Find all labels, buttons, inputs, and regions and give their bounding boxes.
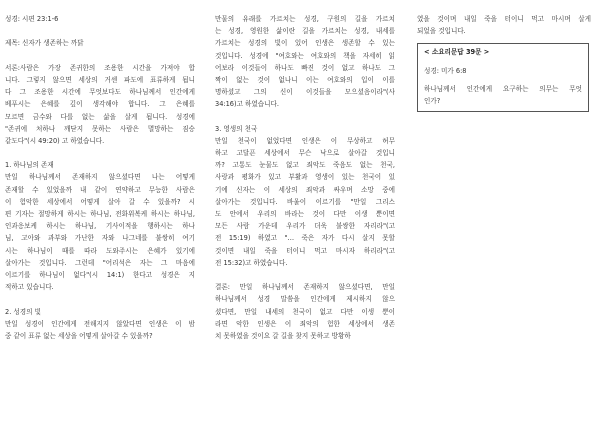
catechism-title: < 소요리문답 39문 > <box>424 48 490 57</box>
text-line: 만일 하나님께서 존재하지 않으셨다면 나는 어떻게 <box>5 173 195 182</box>
text-line: 편 기자는 절망하게 하시는 하나님, 전화위복케 하시는 하나님, <box>5 210 195 219</box>
text-line: 짝이 없는 것이 없나니 이는 여호와의 입이 이를 <box>215 75 395 84</box>
text-line: 것이면 내일 죽을 터이니 먹고 마시자 하리라"(고 <box>215 246 395 255</box>
text-line: 모든 사람 가운데 우리가 더욱 불쌍한 자리라"(고 <box>215 222 395 231</box>
scripture-reference: 성경: 시편 23:1-6 <box>5 15 59 23</box>
text-line: 하나님께서 성경 말씀을 인간에게 제시하지 않으 <box>215 295 395 304</box>
text-line: 사랑과 평화가 있고 부활과 영생이 있는 천국이 있 <box>215 173 395 182</box>
text-line: 니다. 그렇지 않으면 세상의 거센 파도에 표류하게 됩니 <box>5 75 195 84</box>
text-line: 인과응보케 하시는 하나님, 기사이적을 행하시는 하나 <box>5 222 195 231</box>
column-3 <box>417 13 591 112</box>
section-2-heading: 2. 성경의 빛 <box>5 307 41 316</box>
text-line: 기에 신자는 이 세상의 죄악과 싸우며 소망 중에 <box>215 185 395 194</box>
conclusion-continued <box>417 13 591 37</box>
section-2-body <box>5 318 195 342</box>
section-2-continued <box>215 13 395 111</box>
introduction <box>5 62 195 147</box>
catechism-box <box>417 43 589 112</box>
text-line: 적하고 있습니다. <box>5 283 54 292</box>
text-line: 시는 하나님이 때를 따라 도와주시는 은혜가 있기에 <box>5 246 195 255</box>
text-line: 살아가는 것입니다. 그런데 "어리석은 자는 그 마음에 <box>5 258 195 267</box>
text-line: 는 성경, 영원한 삶이란 길을 가르치는 성경, 내세를 <box>215 27 395 36</box>
text-line: 이 험악한 세상에서 어떻게 살아 갈 수 있을까? 시 <box>5 197 195 206</box>
text-line: 였을 것이며 내일 죽을 터이니 먹고 마시며 살게 <box>417 15 591 23</box>
column-2 <box>215 13 395 354</box>
text-line: 존재할 수 있었을까 내 같이 연약하고 무능한 사람은 <box>5 185 195 194</box>
text-line: "존귀에 처하나 깨닫지 못하는 사람은 멸망하는 짐승 <box>5 124 195 133</box>
conclusion <box>215 281 395 342</box>
text-line: 모르면 금수와 다를 없는 삶을 살게 됩니다. 성경에 <box>5 112 195 121</box>
text-line: 만일 천국이 없었다면 인생은 이 무상하고 허무 <box>215 136 395 145</box>
text-line: 치 못하였을 것이요 갈 길을 찾지 못하고 방황하 <box>215 331 351 340</box>
section-3-body <box>215 135 395 269</box>
sermon-title: 제목: 신자가 생존하는 까닭 <box>5 39 84 48</box>
text-line: 살아가는 것입니다. 바울이 이르기를 "만일 그리스 <box>215 197 395 206</box>
text-line: 같도다"(시 49:20) 고 하였습니다. <box>5 136 105 145</box>
text-line: 만물의 유래를 가르치는 성경, 구원의 길을 가르치 <box>215 15 395 23</box>
section-1-heading: 1. 하나님의 존재 <box>5 161 54 170</box>
text-line: 결론: 만일 하나님께서 존재하지 않으셨다면, 만일 <box>215 283 395 292</box>
column-1 <box>5 13 195 354</box>
text-line: 인가? <box>424 96 441 105</box>
text-line: 까? 고통도 눈물도 없고 죄악도 죽음도 없는 천국, <box>215 161 395 170</box>
text-line: 다 그 조용한 시간에 무엇보다도 하나님께서 인간에게 <box>5 88 195 97</box>
catechism-question <box>424 83 582 107</box>
text-line: 되었을 것입니다. <box>417 27 466 36</box>
text-line: 가르치는 성경의 빛이 있어 인생은 생존할 수 있는 <box>215 39 395 48</box>
section-1-body <box>5 171 195 293</box>
text-line: 라면 악한 인생은 이 죄악의 험한 세상에서 생존 <box>215 319 395 328</box>
section-3-heading: 3. 영생의 천국 <box>215 124 258 133</box>
text-line: 어보라 이것들이 하나도 빠진 것이 없고 하나도 그 <box>215 63 395 72</box>
text-line: 셨다면, 만일 내세의 천국이 없고 다만 이생 뿐이 <box>215 307 395 316</box>
text-line: 베푸시는 은혜를 깊이 생각해야 합니다. 그 은혜를 <box>5 100 195 109</box>
text-line: 님, 고아와 과부와 가난한 자와 나그네를 불쌍히 여기 <box>5 234 195 243</box>
text-line: 하나님께서 인간에게 요구하는 의무는 무엇 <box>424 84 582 93</box>
text-line: 34:16)고 하였습니다. <box>215 100 279 109</box>
text-line: 이르기를 하나님이 없다"(시 14:1) 한다고 성경은 지 <box>5 270 195 279</box>
text-line: 중 같이 표류 없는 세상을 어떻게 살아갈 수 있을까? <box>5 331 153 340</box>
text-line: 명하셨고 그의 신이 이것들을 모으셨음이라"(사 <box>215 88 395 97</box>
text-line: 하고 고달픈 세상에서 무슨 낙으로 살아갈 것입니 <box>215 149 395 158</box>
text-line: 전 15:32)고 하였습니다. <box>215 258 288 267</box>
text-line: 서론:사람은 가장 존귀한의 조용한 시간을 가져야 합 <box>5 63 195 72</box>
text-line: 도 안에서 우리의 바라는 것이 다만 이생 뿐이면 <box>215 210 395 218</box>
text-line: 만일 성경이 인간에게 전해지지 않았다면 인생은 이 밤 <box>5 319 195 328</box>
text-line: 것입니다. 성경에 "여호와는 여호와의 책을 자세히 읽 <box>215 51 395 60</box>
catechism-scripture: 성경: 미가 6:8 <box>424 66 467 75</box>
text-line: 전 15:19) 하였고 "… 죽은 자가 다시 살지 못할 <box>215 234 395 243</box>
